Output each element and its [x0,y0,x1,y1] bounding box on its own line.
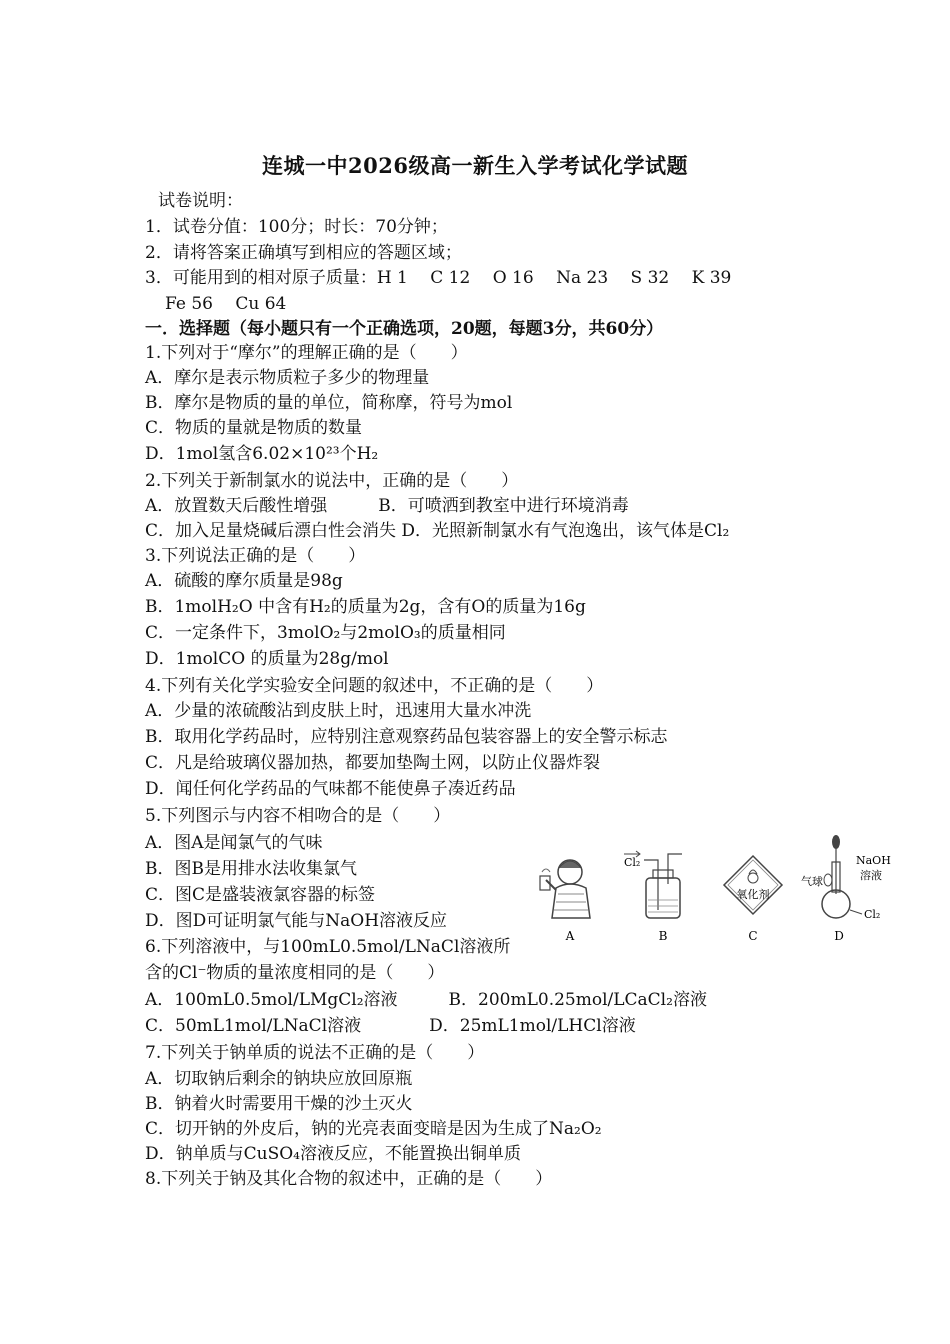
question-line: A．图A是闻氯气的气味 [145,833,323,853]
question-line: C．加入足量烧碱后漂白性会消失 D．光照新制氯水有气泡逸出，该气体是Cl₂ [145,521,730,541]
exam-title: 连城一中2026级高一新生入学考试化学试题 [262,153,688,178]
question-line: 8.下列关于钠及其化合物的叙述中，正确的是（ ） [145,1169,553,1189]
cl2-label: Cl₂ [624,856,641,869]
note-item: 3．可能用到的相对原子质量：H 1 C 12 O 16 Na 23 S 32 K 39 [145,268,732,288]
question-line: B．取用化学药品时，应特别注意观察药品包装容器上的安全警示标志 [145,727,668,747]
figure-a-smelling-illustration [540,860,590,918]
question-line: A．切取钠后剩余的钠块应放回原瓶 [145,1069,413,1089]
question5-figures [528,832,898,952]
section-heading: 一．选择题（每小题只有一个正确选项，20题，每题3分，共60分） [145,319,664,339]
question-line: D．钠单质与CuSO₄溶液反应，不能置换出铜单质 [145,1144,521,1164]
figure-label: B [658,929,668,943]
question-line: D．1mol氢含6.02×10²³个H₂ [145,444,379,464]
solution-label: 溶液 [860,869,882,882]
figure-label: D [834,929,844,943]
question-line: A．摩尔是表示物质粒子多少的物理量 [145,368,430,388]
figure-d-flask-apparatus [822,835,862,918]
balloon-label: 气球 [801,875,823,888]
question-line: A．硫酸的摩尔质量是98g [145,571,343,591]
figure-label: A [565,929,575,943]
question-line: 1.下列对于“摩尔”的理解正确的是（ ） [145,343,468,363]
question-line: C．切开钠的外皮后，钠的光亮表面变暗是因为生成了Na₂O₂ [145,1119,602,1139]
notes-heading: 试卷说明： [158,191,243,211]
question-line: C．50mL1mol/LNaCl溶液 D．25mL1mol/LHCl溶液 [145,1016,636,1036]
figure-c-oxidizer-label [724,856,782,914]
question-line: A．少量的浓硫酸沾到皮肤上时，迅速用大量水冲洗 [145,701,532,721]
question-line: D．闻任何化学药品的气味都不能使鼻子凑近药品 [145,779,516,799]
question-line: D．1molCO 的质量为28g/mol [145,649,389,669]
question-line: B．摩尔是物质的量的单位，简称摩，符号为mol [145,393,513,413]
question-line: C．物质的量就是物质的数量 [145,418,363,438]
question-line: 6.下列溶液中，与100mL0.5mol/LNaCl溶液所 [145,937,511,957]
figure-label: C [748,929,758,943]
question-line: 含的Cl⁻物质的量浓度相同的是（ ） [145,963,445,983]
question-line: 7.下列关于钠单质的说法不正确的是（ ） [145,1043,485,1063]
naoh-label: NaOH [856,854,891,867]
question-line: A．放置数天后酸性增强 B．可喷洒到教室中进行环境消毒 [145,496,629,516]
question-line: 5.下列图示与内容不相吻合的是（ ） [145,806,451,826]
question-line: B．1molH₂O 中含有H₂的质量为2g，含有O的质量为16g [145,597,586,617]
question-line: C．一定条件下，3molO₂与2molO₃的质量相同 [145,623,506,643]
question-line: B．图B是用排水法收集氯气 [145,859,357,879]
question-line: C．图C是盛装液氯容器的标签 [145,885,376,905]
question-line: 3.下列说法正确的是（ ） [145,546,366,566]
question-line: D．图D可证明氯气能与NaOH溶液反应 [145,911,448,931]
question-line: 2.下列关于新制氯水的说法中，正确的是（ ） [145,471,519,491]
question-line: B．钠着火时需要用干燥的沙土灭火 [145,1094,413,1114]
question-line: 4.下列有关化学实验安全问题的叙述中，不正确的是（ ） [145,676,604,696]
sign-text: 氧化剂 [736,888,770,901]
question-line: A．100mL0.5mol/LMgCl₂溶液 B．200mL0.25mol/LCaCl₂溶液 [145,990,707,1010]
cl2-label-d: Cl₂ [864,908,881,921]
note-item: 2．请将答案正确填写到相应的答题区域； [145,243,462,263]
note-item: Fe 56 Cu 64 [165,294,287,314]
question-line: C．凡是给玻璃仪器加热，都要加垫陶土网，以防止仪器炸裂 [145,753,601,773]
note-item: 1．试卷分值：100分；时长：70分钟； [145,217,448,237]
